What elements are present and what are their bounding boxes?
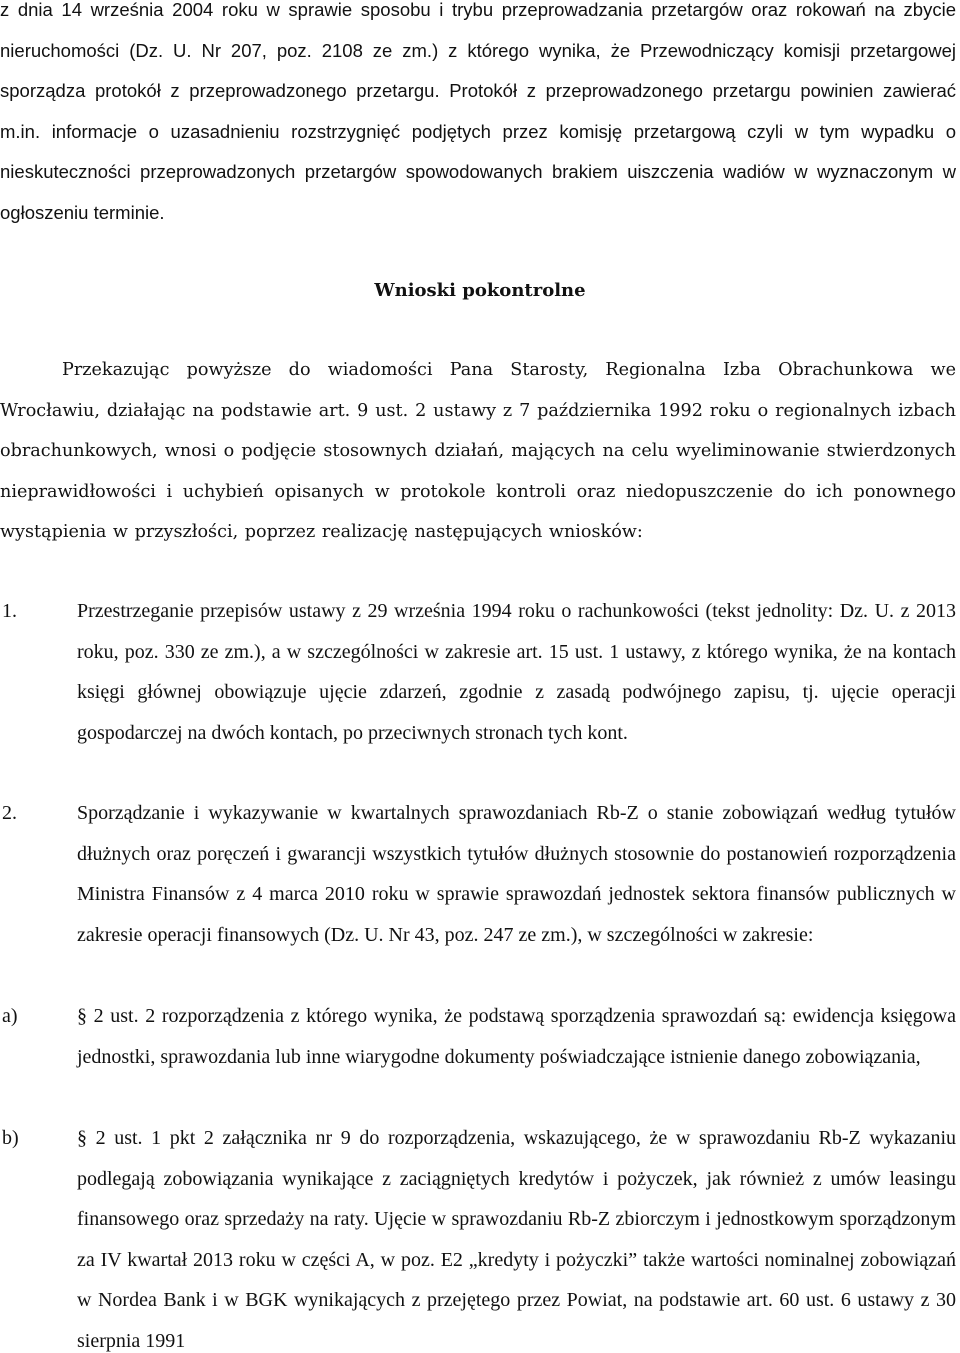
section-heading: Wnioski pokontrolne xyxy=(374,280,586,301)
intro-paragraph: z dnia 14 września 2004 roku w sprawie sposobu i trybu przeprowadzania przetargów oraz rokowań na zbycie nieruchomości (Dz. U. Nr 207, poz. 2108 ze zm.) z którego wynika, że Przewodniczący komisji przetargowej sporządza protokół z przeprowadzonego przetargu. Protokół z przeprowadzonego przetargu powinien zawierać m.in. informacje o uzasadnieniu rozstrzygnięć podjętych przez komisję przetargową czyli w tym wypadku o nieskuteczności przeprowadzonych przetargów spowodowanych brakiem uiszczenia wadiów w wyznaczonym w ogłoszeniu terminie. xyxy=(0,0,956,223)
recommendation-item: Przestrzeganie przepisów ustawy z 29 września 1994 roku o rachunkowości (tekst jednolity: Dz. U. z 2013 roku, poz. 330 ze zm.), a w szczególności w zakresie art. 15 ust. 1 ustawy, z którego wynika, że na kontach księgi głównej obowiązuje ujęcie zdarzeń, zgodnie z zasadą podwójnego zapisu, tj. ujęcie operacji gospodarczej na dwóch kontach, po przeciwnych stronach tych kont. xyxy=(77,600,956,744)
sub-item-letter: b) xyxy=(2,1127,19,1149)
sub-item-letter: a) xyxy=(2,1005,18,1027)
sub-item: § 2 ust. 2 rozporządzenia z którego wynika, że podstawą sporządzenia sprawozdań są: ewidencja księgowa jednostki, sprawozdania lub inne wiarygodne dokumenty poświadczające istnienie danego zobowiązania, xyxy=(77,1005,956,1068)
recommendation-number: 2. xyxy=(2,802,17,824)
recommendation-item: Sporządzanie i wykazywanie w kwartalnych sprawozdaniach Rb-Z o stanie zobowiązań według tytułów dłużnych oraz poręczeń i gwarancji wszystkich tytułów dłużnych stosownie do postanowień rozporządzenia Ministra Finansów z 4 marca 2010 roku w sprawie sprawozdań jednostek sektora finansów publicznych w zakresie operacji finansowych (Dz. U. Nr 43, poz. 247 ze zm.), w szczególności w zakresie: xyxy=(77,802,956,946)
conclusion-paragraph: Przekazując powyższe do wiadomości Pana Starosty, Regionalna Izba Obrachunkowa we Wrocławiu, działając na podstawie art. 9 ust. 2 ustawy z 7 października 1992 roku o regionalnych izbach obrachunkowych, wnosi o podjęcie stosownych działań, mających na celu wyeliminowanie stwierdzonych nieprawidłowości i uchybień opisanych w protokole kontroli oraz niedopuszczenie do ich ponownego wystąpienia w przyszłości, poprzez realizację następujących wniosków: xyxy=(0,360,956,542)
recommendation-number: 1. xyxy=(2,600,17,622)
sub-item: § 2 ust. 1 pkt 2 załącznika nr 9 do rozporządzenia, wskazującego, że w sprawozdaniu Rb-Z wykazaniu podlegają zobowiązania wynikające z zaciągniętych kredytów i pożyczek, jak również z umów leasingu finansowego oraz sprzedaży na raty. Ujęcie w sprawozdaniu Rb-Z zbiorczym i jednostkowym sporządzonym za IV kwartał 2013 roku w części A, w poz. E2 „kredyty i pożyczki” także wartości nominalnej zobowiązań w Nordea Bank i w BGK wynikających z przejętego przez Powiat, na podstawie art. 60 ust. 6 ustawy z 30 sierpnia 1991 xyxy=(77,1127,956,1352)
